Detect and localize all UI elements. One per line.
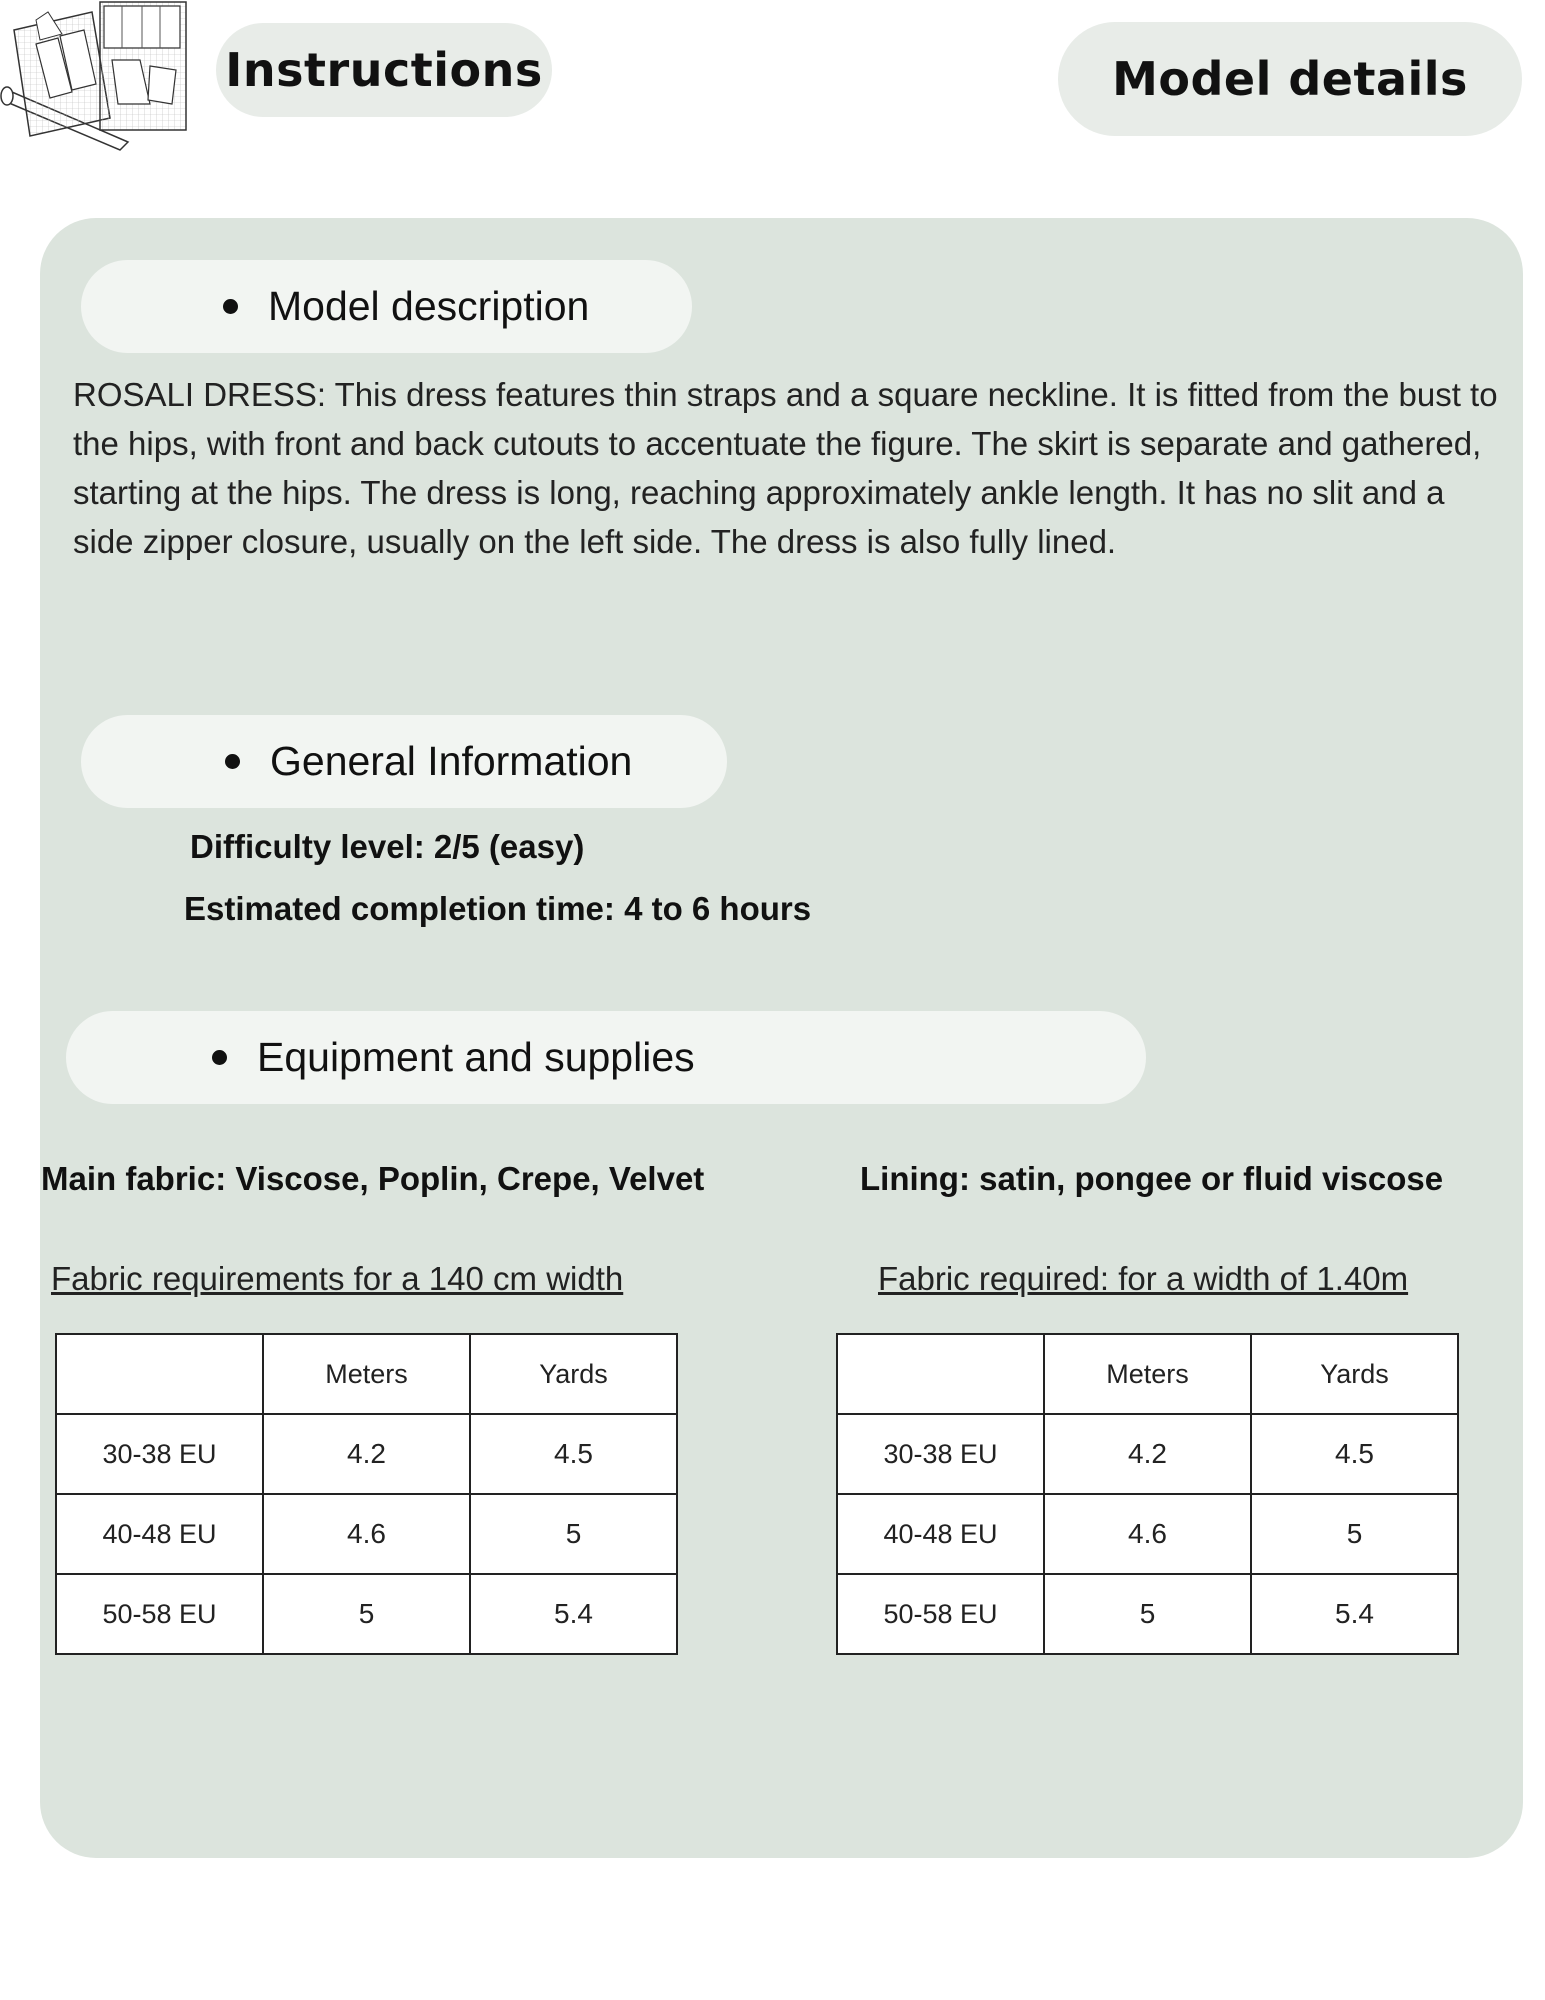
meters-cell: 4.6 <box>1044 1494 1251 1574</box>
yards-cell: 4.5 <box>1251 1414 1458 1494</box>
size-cell: 50-58 EU <box>837 1574 1044 1654</box>
table-row <box>56 1494 677 1574</box>
size-cell: 30-38 EU <box>837 1414 1044 1494</box>
difficulty-level: Difficulty level: 2/5 (easy) <box>190 828 585 865</box>
table-header-cell: Meters <box>1044 1334 1251 1414</box>
size-cell: 50-58 EU <box>56 1574 263 1654</box>
section-title: Equipment and supplies <box>257 1034 695 1080</box>
table-header-cell <box>56 1334 263 1414</box>
section-heading-general-information <box>81 715 727 808</box>
completion-time: Estimated completion time: 4 to 6 hours <box>184 890 812 927</box>
table-row <box>56 1574 677 1654</box>
size-cell: 40-48 EU <box>837 1494 1044 1574</box>
yards-cell: 4.5 <box>470 1414 677 1494</box>
table-header-row <box>56 1334 677 1414</box>
main-fabric-title: Main fabric: Viscose, Poplin, Crepe, Velvet <box>41 1160 705 1197</box>
table-header-cell <box>837 1334 1044 1414</box>
yards-cell: 5 <box>1251 1494 1458 1574</box>
section-heading-model-description <box>81 260 692 353</box>
meters-cell: 4.2 <box>1044 1414 1251 1494</box>
bullet-icon <box>223 299 238 314</box>
bullet-icon <box>225 754 240 769</box>
model-details-label: Model details <box>1112 52 1468 106</box>
size-cell: 30-38 EU <box>56 1414 263 1494</box>
table-row <box>837 1414 1458 1494</box>
bullet-icon <box>212 1050 227 1065</box>
table-header-cell: Yards <box>1251 1334 1458 1414</box>
lining-requirements-label: Fabric required: for a width of 1.40m <box>878 1260 1409 1297</box>
model-description-text: ROSALI DRESS: This dress features thin straps and a square neckline. It is fitted from the bust to the hips, with front and back cutouts to accentuate the figure. The skirt is separate and gathered, starting at the hips. The dress is long, reaching approximately ankle length. It has no slit and a side zipper closure, usually on the left side. The dress is also fully lined. <box>73 376 1498 560</box>
section-title: Model description <box>268 283 590 329</box>
model-details-tab[interactable] <box>1058 22 1522 136</box>
lining-table <box>836 1333 1459 1655</box>
sewing-pattern-pieces-icon <box>0 0 190 160</box>
table-header-cell: Meters <box>263 1334 470 1414</box>
meters-cell: 5 <box>263 1574 470 1654</box>
meters-cell: 5 <box>1044 1574 1251 1654</box>
main-fabric-requirements-label: Fabric requirements for a 140 cm width <box>51 1260 624 1297</box>
table-header-cell: Yards <box>470 1334 677 1414</box>
meters-cell: 4.6 <box>263 1494 470 1574</box>
table-row <box>837 1574 1458 1654</box>
section-title: General Information <box>270 738 633 784</box>
meters-cell: 4.2 <box>263 1414 470 1494</box>
yards-cell: 5.4 <box>1251 1574 1458 1654</box>
yards-cell: 5 <box>470 1494 677 1574</box>
table-header-row <box>837 1334 1458 1414</box>
table-row <box>56 1414 677 1494</box>
section-heading-equipment <box>66 1011 1146 1104</box>
instructions-tab[interactable] <box>216 23 552 117</box>
main-fabric-table <box>55 1333 678 1655</box>
table-row <box>837 1494 1458 1574</box>
yards-cell: 5.4 <box>470 1574 677 1654</box>
lining-title: Lining: satin, pongee or fluid viscose <box>860 1160 1444 1197</box>
instructions-label: Instructions <box>225 43 543 97</box>
size-cell: 40-48 EU <box>56 1494 263 1574</box>
